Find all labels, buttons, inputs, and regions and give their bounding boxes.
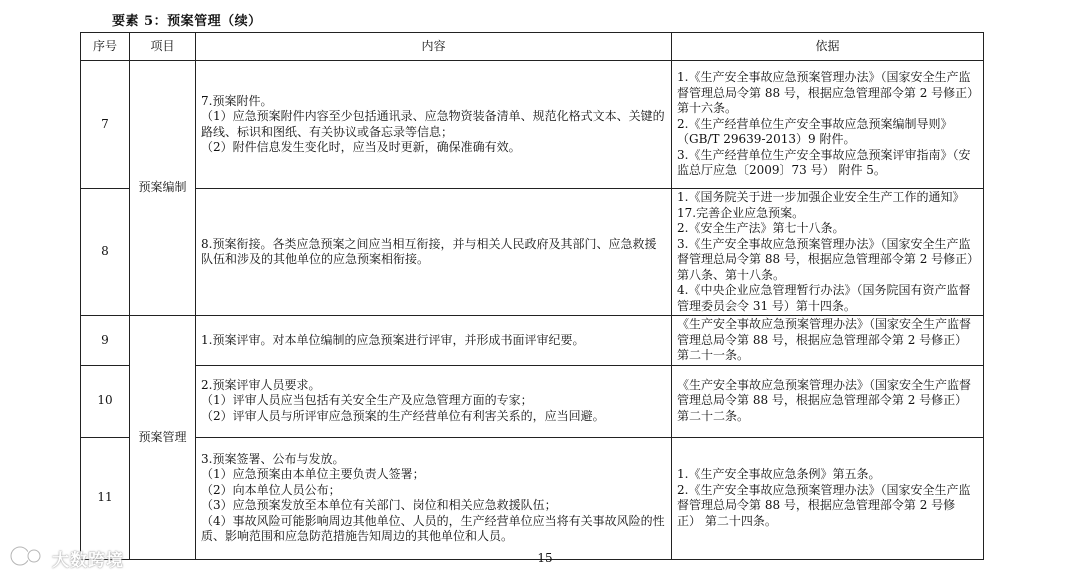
header-no: 序号 <box>81 33 130 61</box>
content-line: 1.预案评审。对本单位编制的应急预案进行评审，并形成书面评审纪要。 <box>201 332 585 347</box>
header-basis: 依据 <box>672 33 984 61</box>
content-line: （1）评审人员应当包括有关安全生产及应急管理方面的专家； <box>201 393 533 408</box>
basis-cell <box>672 437 984 559</box>
basis-line: 3.《生产经营单位生产安全事故应急预案评审指南》（安监总厅应急〔2009〕73 号） 附件 5。 <box>677 147 971 178</box>
basis-line: 2.《生产安全事故应急预案管理办法》（国家安全生产监督管理总局令第 88 号，根据应急管理部令第 2 号修正） 第二十四条。 <box>677 482 971 528</box>
table-row <box>81 61 984 189</box>
basis-cell <box>672 365 984 437</box>
row-number: 11 <box>81 437 130 559</box>
content-line: 8.预案衔接。各类应急预案之间应当相互衔接，并与相关人民政府及其部门、应急救援队伍和涉及的其他单位的应急预案相衔接。 <box>201 236 657 266</box>
content-cell <box>196 61 672 189</box>
table-row <box>81 437 984 559</box>
basis-line: 4.《中央企业应急管理暂行办法》（国务院国有资产监督管理委员会令 31 号）第十四条。 <box>677 283 971 313</box>
basis-line: 2.《安全生产法》第七十八条。 <box>677 221 845 235</box>
content-line: 2.预案评审人员要求。 <box>201 377 321 392</box>
content-line: （2）附件信息发生变化时，应当及时更新，确保准确有效。 <box>201 140 521 154</box>
content-line: （1）应急预案附件内容至少包括通讯录、应急物资装备清单、规范化格式文本、关键的路线、标识和图纸、有关协议或备忘录等信息； <box>201 109 665 139</box>
basis-line: 1.《生产安全事故应急预案管理办法》（国家安全生产监督管理总局令第 88 号，根据应急管理部令第 2 号修正）第十六条。 <box>677 70 974 116</box>
content-line: （2）评审人员与所评审应急预案的生产经营单位有利害关系的，应当回避。 <box>201 408 605 423</box>
content-cell <box>196 316 672 366</box>
watermark <box>8 544 124 572</box>
brand-logo-icon <box>8 544 48 572</box>
table-header-row <box>81 33 984 61</box>
section-title: 要素 5：预案管理（续） <box>112 14 262 29</box>
row-number: 10 <box>81 365 130 437</box>
basis-line: 《生产安全事故应急预案管理办法》（国家安全生产监督管理总局令第 88 号，根据应急管理部令第 2 号修正） 第二十一条。 <box>677 317 972 362</box>
requirements-table <box>80 32 984 560</box>
basis-line: 3.《生产安全事故应急预案管理办法》（国家安全生产监督管理总局令第 88 号，根据应急管理部令第 2 号修正）第八条、第十八条。 <box>677 236 974 282</box>
content-line: （2）向本单位人员公布； <box>201 482 341 497</box>
basis-line: 1.《国务院关于进一步加强企业安全生产工作的通知》17.完善企业应急预案。 <box>677 190 965 220</box>
item-cell: 预案管理 <box>130 316 196 560</box>
content-line: （3）应急预案发放至本单位有关部门、岗位和相关应急救援队伍； <box>201 498 557 512</box>
basis-line: 2.《生产经营单位生产安全事故应急预案编制导则》（GB/T 29639-2013）9 附件。 <box>677 116 953 147</box>
basis-cell <box>672 61 984 189</box>
table-row <box>81 316 984 366</box>
content-line: （4）事故风险可能影响周边其他单位、人员的，生产经营单位应当将有关事故风险的性质、影响范围和应急防范措施告知周边的其他单位和人员。 <box>201 513 665 543</box>
table-row <box>81 365 984 437</box>
item-cell: 预案编制 <box>130 61 196 316</box>
basis-cell <box>672 316 984 366</box>
content-line: 3.预案签署、公布与发放。 <box>201 451 345 466</box>
basis-cell <box>672 189 984 316</box>
basis-line: 1.《生产安全事故应急条例》第五条。 <box>677 467 881 481</box>
table-row <box>81 189 984 316</box>
content-cell <box>196 437 672 559</box>
watermark-text: 大数跨境 <box>52 550 124 571</box>
header-item: 项目 <box>130 33 196 61</box>
page-number: 15 <box>537 551 553 565</box>
content-line: （1）应急预案由本单位主要负责人签署； <box>201 467 425 481</box>
content-cell <box>196 365 672 437</box>
header-content: 内容 <box>196 33 672 61</box>
row-number: 8 <box>81 189 130 316</box>
row-number: 9 <box>81 316 130 366</box>
basis-line: 《生产安全事故应急预案管理办法》（国家安全生产监督管理总局令第 88 号，根据应急管理部令第 2 号修正） 第二十二条。 <box>677 377 972 423</box>
content-line: 7.预案附件。 <box>201 93 273 108</box>
content-cell <box>196 189 672 316</box>
row-number: 7 <box>81 61 130 189</box>
